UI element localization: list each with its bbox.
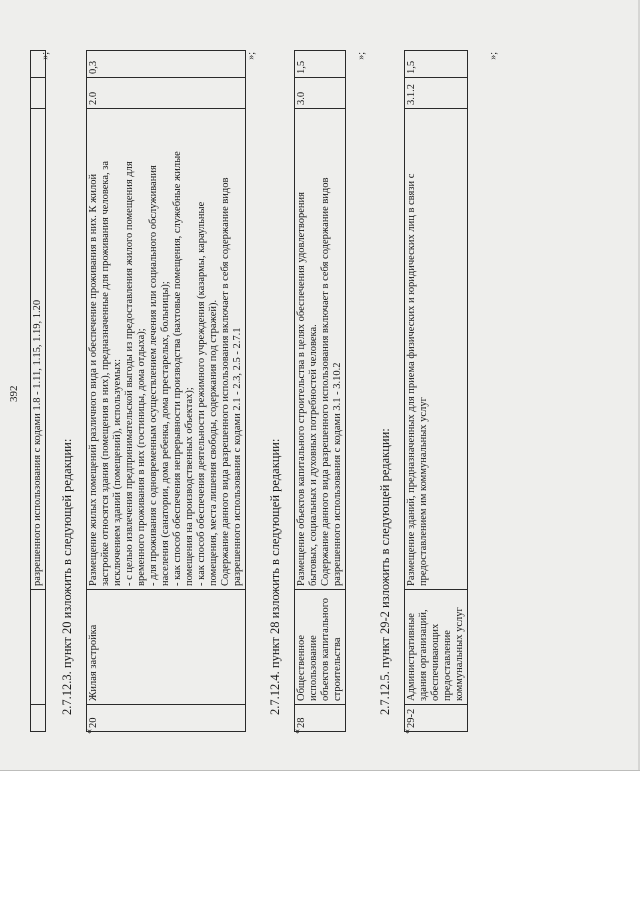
description-line: бытовых, социальных и духовных потребностей человека. [308, 324, 319, 586]
row-description [295, 109, 346, 590]
description-line: исключением зданий (помещений), используемых: [112, 358, 123, 586]
row-code: 3.1.2 [405, 78, 468, 109]
table-item-29-2 [404, 50, 468, 732]
table-row [87, 51, 246, 732]
description-line: застройке относятся здания (помещения в них), предназначенные для проживания человека, за [100, 160, 111, 586]
continuation-table [30, 50, 46, 732]
description-line: - как способ обеспечения непрерывности производства (вахтовые помещения, служебные жилые [172, 151, 183, 586]
section-heading-29-2: 2.7.12.5. пункт 29-2 изложить в следующей редакции: [378, 428, 392, 715]
row-value: 1,5 [405, 51, 468, 78]
open-quote: « [292, 729, 303, 734]
row-name: Общественное использование объектов капитального строительства [295, 590, 346, 705]
table-row [405, 51, 468, 732]
row-value: 0,3 [87, 51, 246, 78]
row-code: 2.0 [87, 78, 246, 109]
open-quote: « [402, 729, 413, 734]
table-item-28 [294, 50, 346, 732]
row-description [87, 109, 246, 590]
description-line: - для проживания с одновременным осуществлением лечения или социального обслуживания [148, 165, 159, 586]
close-quote: »; [246, 52, 257, 60]
description-line: Содержание данного вида разрешенного использования включает в себя содержание видов [220, 177, 231, 586]
table-item-20 [86, 50, 246, 732]
row-code: 3.0 [295, 78, 346, 109]
description-line: предоставлением им коммунальных услуг [418, 397, 429, 586]
table-row [31, 51, 46, 732]
description-line: помещения, места лишения свободы, содержания под стражей). [208, 299, 219, 586]
description-line: Размещение объектов капитального строительства в целях обеспечения удовлетворения [296, 192, 307, 586]
continuation-text: разрешенного использования с кодами 1.8 - 1.11, 1.15, 1.19, 1.20 [31, 109, 46, 590]
row-value: 1,5 [295, 51, 346, 78]
close-quote: »; [356, 52, 367, 60]
description-line: разрешенного использования с кодами 3.1 - 3.10.2 [332, 362, 343, 586]
description-line: - как способ обеспечения деятельности режимного учреждения (казармы, караульные [196, 201, 207, 586]
row-number: 20 [87, 705, 246, 732]
description-line: помещения на производственных объектах); [184, 387, 195, 586]
description-line: Размещение жилых помещений различного вида и обеспечение проживания в них. К жилой [88, 173, 99, 586]
row-number: 28 [295, 705, 346, 732]
page-number: 392 [8, 385, 20, 402]
close-quote: »; [40, 52, 51, 60]
row-name: Административные здания организаций, обеспечивающих предоставление коммунальных услуг [405, 590, 468, 705]
description-line: Размещение зданий, предназначенных для приема физических и юридических лиц в связи с [406, 173, 417, 586]
description-line: разрешенного использования с кодами 2.1 - 2.3, 2.5 - 2.7.1 [232, 327, 243, 586]
section-heading-28: 2.7.12.4. пункт 28 изложить в следующей редакции: [268, 438, 282, 715]
row-number: 29-2 [405, 705, 468, 732]
section-heading-20: 2.7.12.3. пункт 20 изложить в следующей редакции: [60, 438, 74, 715]
open-quote: « [84, 729, 95, 734]
row-description [405, 109, 468, 590]
row-name: Жилая застройка [87, 590, 246, 705]
description-line: Содержание данного вида разрешенного использования включает в себя содержание видов [320, 177, 331, 586]
description-line: населения (санатории, дома ребенка, дома престарелых, больницы); [160, 281, 171, 586]
description-line: - с целью извлечения предпринимательской выгоды из предоставления жилого помещения для [124, 161, 135, 586]
table-row [295, 51, 346, 732]
close-quote: »; [488, 52, 499, 60]
description-line: временного проживания в них (гостиницы, дома отдыха); [136, 328, 147, 586]
